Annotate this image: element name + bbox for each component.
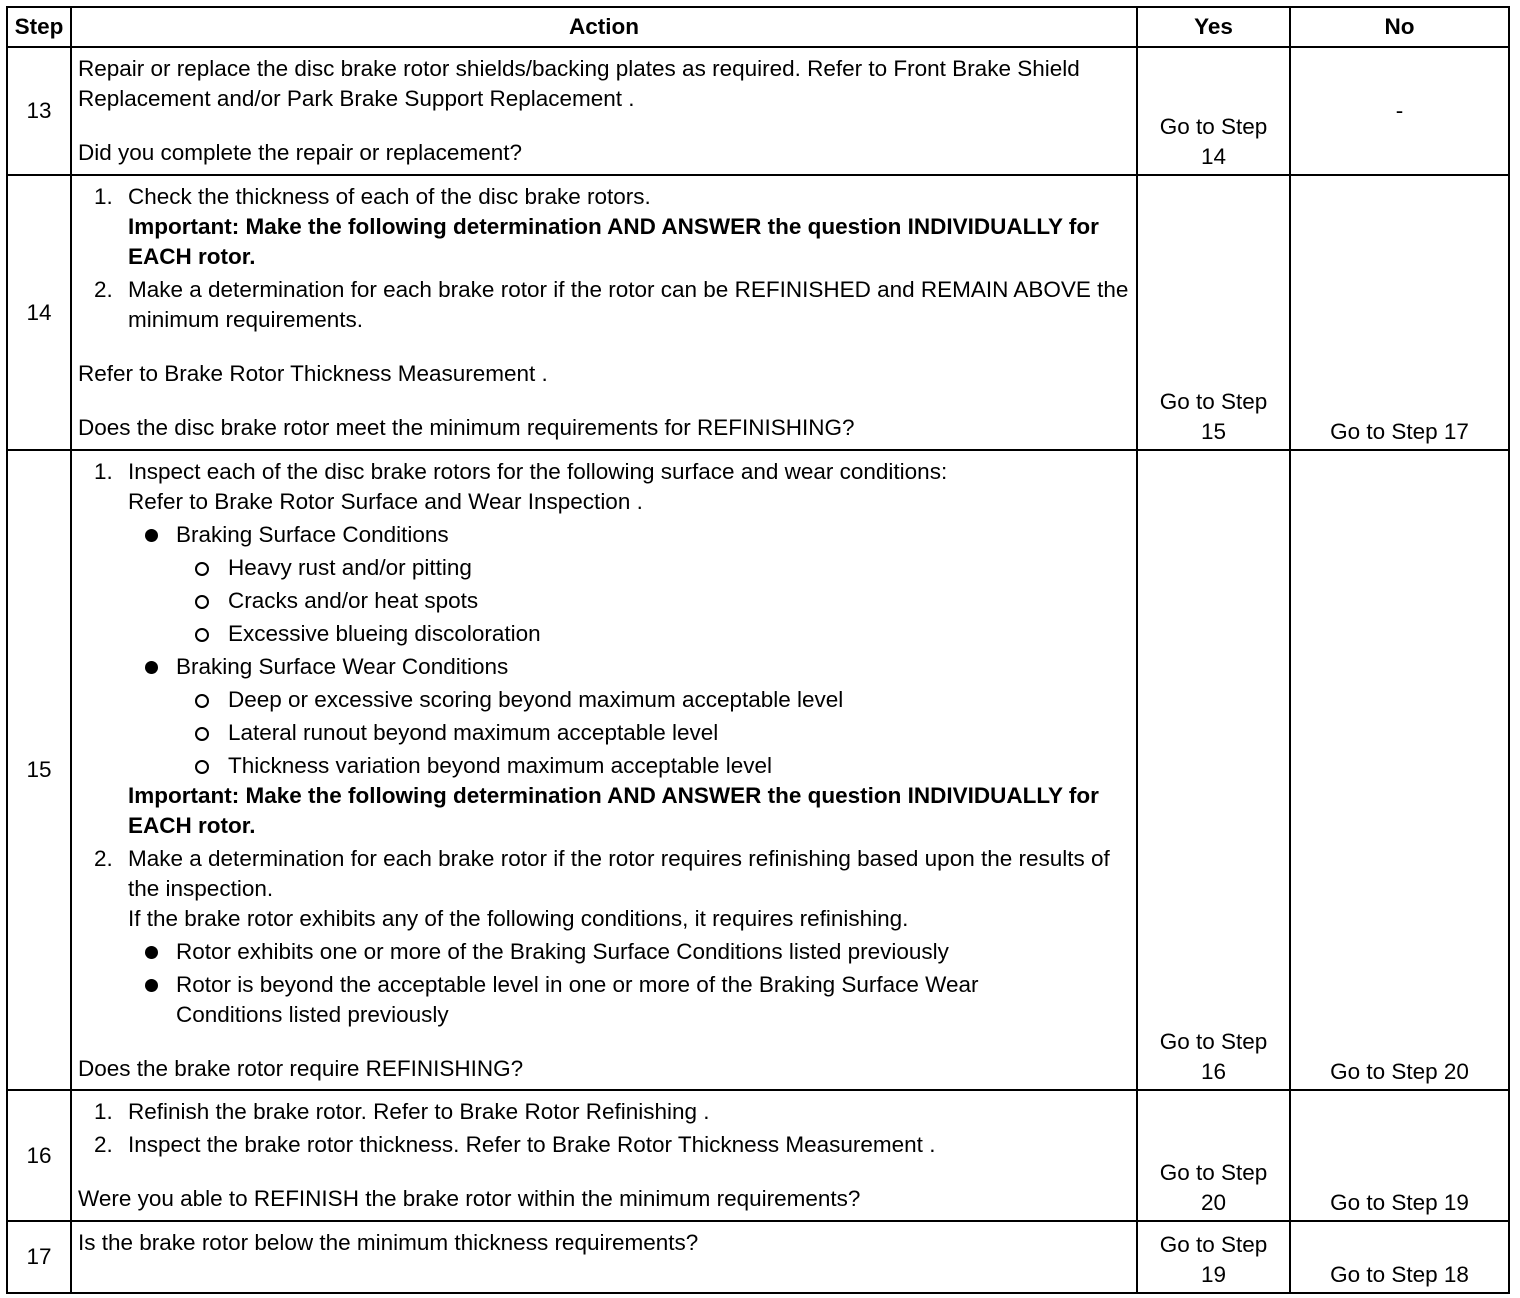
list-numeral: 1. (94, 1099, 113, 1125)
header-yes: Yes (1137, 7, 1290, 47)
action-cell (71, 175, 1137, 450)
yes-goto-label: Go to Step (1159, 388, 1268, 414)
list-numeral: 2. (94, 1132, 113, 1158)
question-text: Did you complete the repair or replacement? (78, 140, 522, 165)
list-item (78, 182, 1130, 212)
filled-bullet-icon (142, 520, 176, 550)
sub-bullet-item (78, 685, 1130, 715)
bullet-text: Braking Surface Wear Conditions (176, 653, 509, 679)
important-note: Important: Make the following determination AND ANSWER the question INDIVIDUALLY for EACH rotor. (128, 214, 1099, 270)
yes-goto-label: Go to Step (1159, 1232, 1268, 1257)
hollow-bullet-icon (192, 586, 228, 616)
sub-bullet-text: Thickness variation beyond maximum acceptable level (228, 752, 773, 778)
bullet-text: Rotor exhibits one or more of the Braking Surface Conditions listed previously (176, 938, 949, 964)
yes-cell (1137, 1090, 1290, 1220)
yes-goto-label: Go to Step (1159, 1159, 1268, 1185)
filled-bullet-icon (142, 652, 176, 682)
bullet-text: Braking Surface Conditions (176, 521, 449, 547)
question-text: Does the brake rotor require REFINISHING? (78, 1055, 524, 1081)
hollow-bullet-icon (192, 553, 228, 583)
header-step: Step (7, 7, 71, 47)
list-item (78, 275, 1130, 335)
bullet-item (78, 937, 1130, 967)
step-row-14 (7, 175, 1509, 450)
reference-text: Refer to Brake Rotor Thickness Measurement . (78, 361, 548, 387)
list-numeral: 2. (94, 277, 113, 303)
step-row-16 (7, 1090, 1509, 1220)
list-item (78, 1097, 1130, 1127)
yes-cell (1137, 175, 1290, 450)
sub-bullet-item (78, 553, 1130, 583)
step-number: 17 (7, 1221, 71, 1293)
condition-intro: If the brake rotor exhibits any of the following conditions, it requires refinishing. (128, 905, 909, 931)
reference-text: Refer to Brake Rotor Surface and Wear Inspection . (128, 488, 643, 514)
hollow-bullet-icon (192, 685, 228, 715)
yes-goto-label: Go to Step (1159, 114, 1268, 140)
sub-bullet-text: Lateral runout beyond maximum acceptable level (228, 719, 719, 745)
yes-goto-step: 20 (1200, 1189, 1227, 1215)
list-numeral: 1. (94, 458, 113, 484)
no-cell: Go to Step 18 (1290, 1221, 1509, 1293)
action-cell (71, 1090, 1137, 1220)
no-cell: - (1290, 47, 1509, 175)
step-number: 14 (7, 175, 71, 450)
list-item-text: Make a determination for each brake rotor if the rotor can be REFINISHED and REMAIN ABOVE the minimum requirements. (128, 277, 1129, 333)
step-number: 16 (7, 1090, 71, 1220)
sub-bullet-item (78, 619, 1130, 649)
step-row-13 (7, 47, 1509, 175)
header-no: No (1290, 7, 1509, 47)
sub-bullet-text: Excessive blueing discoloration (228, 620, 541, 646)
header-row (7, 7, 1509, 47)
yes-goto-step: 15 (1200, 418, 1227, 444)
action-cell (71, 47, 1137, 175)
sub-bullet-text: Cracks and/or heat spots (228, 587, 479, 613)
no-cell: Go to Step 20 (1290, 450, 1509, 1091)
yes-goto-step: 14 (1200, 144, 1227, 170)
yes-goto-step: 19 (1200, 1262, 1227, 1287)
bullet-item (78, 970, 1130, 1030)
list-item-text: Inspect each of the disc brake rotors for the following surface and wear conditions: (128, 458, 948, 484)
action-cell (71, 450, 1137, 1091)
list-item-text: Refinish the brake rotor. Refer to Brake Rotor Refinishing . (128, 1099, 710, 1125)
step-number: 13 (7, 47, 71, 175)
filled-bullet-icon (142, 937, 176, 967)
action-cell (71, 1221, 1137, 1293)
bullet-item (78, 520, 1130, 550)
step-row-15 (7, 450, 1509, 1091)
list-item-text: Inspect the brake rotor thickness. Refer to Brake Rotor Thickness Measurement . (128, 1132, 936, 1158)
action-text: Repair or replace the disc brake rotor shields/backing plates as required. Refer to Front Brake Shield Replacement and/or Park Brake Support Replacement . (78, 56, 1080, 111)
list-item (78, 844, 1130, 904)
sub-bullet-item (78, 586, 1130, 616)
list-numeral: 1. (94, 184, 113, 210)
step-number: 15 (7, 450, 71, 1091)
question-text: Is the brake rotor below the minimum thickness requirements? (78, 1229, 699, 1255)
sub-bullet-text: Heavy rust and/or pitting (228, 554, 472, 580)
sub-bullet-text: Deep or excessive scoring beyond maximum acceptable level (228, 686, 844, 712)
list-item (78, 457, 1130, 487)
yes-cell (1137, 47, 1290, 175)
list-item-text: Make a determination for each brake rotor if the rotor requires refinishing based upon the results of the inspection. (128, 845, 1110, 901)
hollow-bullet-icon (192, 751, 228, 781)
important-note: Important: Make the following determination AND ANSWER the question INDIVIDUALLY for EACH rotor. (128, 782, 1099, 838)
no-cell: Go to Step 19 (1290, 1090, 1509, 1220)
filled-bullet-icon (142, 970, 176, 1030)
hollow-bullet-icon (192, 718, 228, 748)
list-item-text: Check the thickness of each of the disc brake rotors. (128, 184, 651, 210)
step-row-17 (7, 1221, 1509, 1293)
diagnostic-steps-table (6, 6, 1510, 1294)
bullet-text: Rotor is beyond the acceptable level in one or more of the Braking Surface Wear Conditions listed previously (176, 971, 979, 1027)
no-cell: Go to Step 17 (1290, 175, 1509, 450)
hollow-bullet-icon (192, 619, 228, 649)
question-text: Were you able to REFINISH the brake rotor within the minimum requirements? (78, 1186, 861, 1212)
sub-bullet-item (78, 718, 1130, 748)
list-numeral: 2. (94, 845, 113, 871)
list-item (78, 1130, 1130, 1160)
sub-bullet-item (78, 751, 1130, 781)
yes-cell (1137, 450, 1290, 1091)
bullet-item (78, 652, 1130, 682)
yes-goto-label: Go to Step (1159, 1029, 1268, 1055)
header-action: Action (71, 7, 1137, 47)
yes-goto-step: 16 (1200, 1059, 1227, 1085)
question-text: Does the disc brake rotor meet the minimum requirements for REFINISHING? (78, 415, 855, 441)
yes-cell (1137, 1221, 1290, 1293)
